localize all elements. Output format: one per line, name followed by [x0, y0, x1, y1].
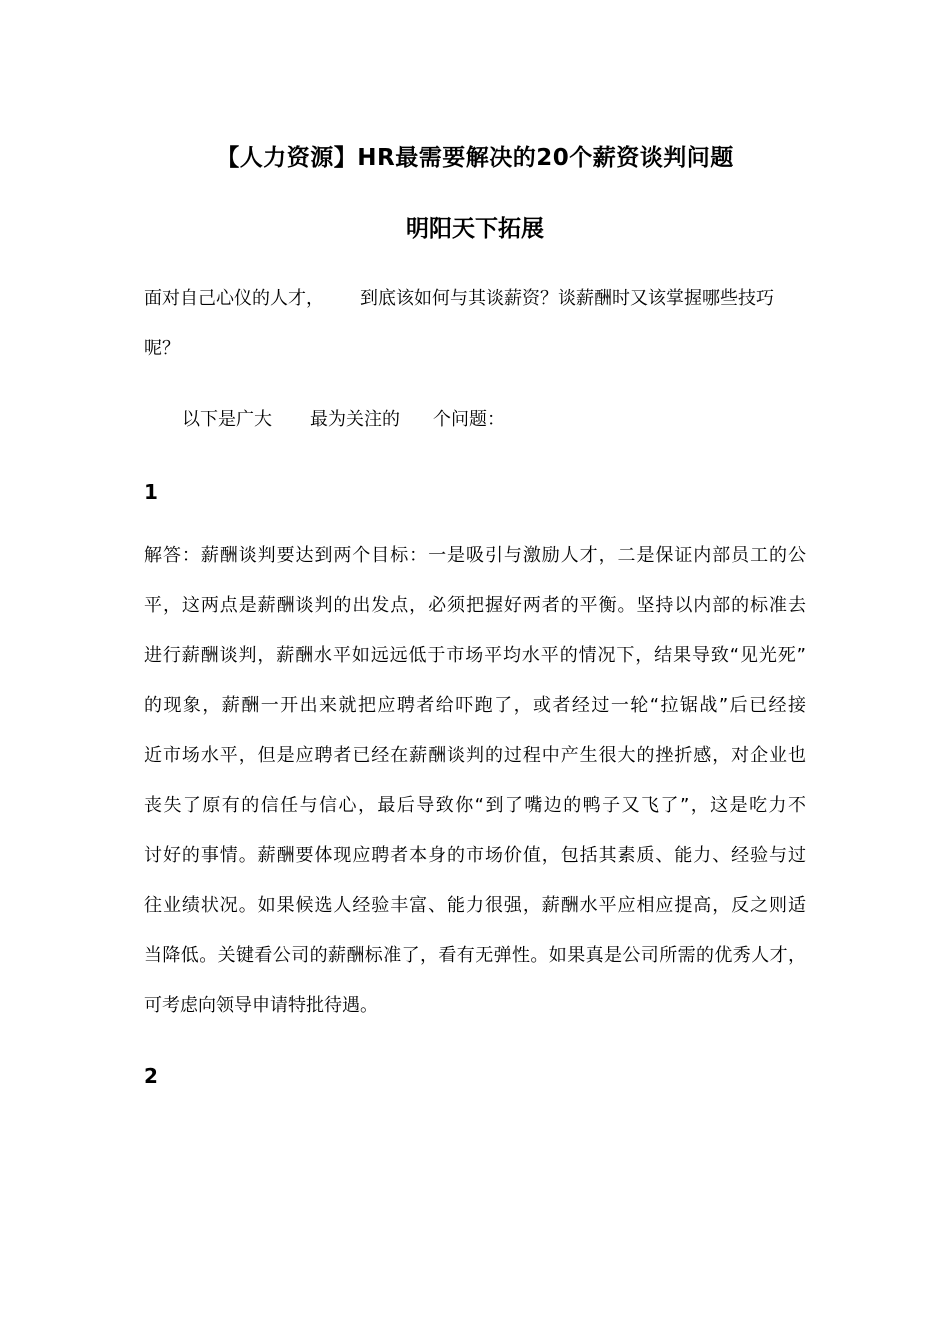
- paragraph-line: 解答：薪酬谈判要达到两个目标：一是吸引与激励人才，二是保证内部员工的公: [144, 545, 806, 566]
- intro-line-2: 呢？: [144, 338, 180, 359]
- paragraph-line: 近市场水平，但是应聘者已经在薪酬谈判的过程中产生很大的挫折感，对企业也: [144, 745, 806, 766]
- lead-text-part1: 以下是广大: [182, 409, 272, 430]
- paragraph-line: 进行薪酬谈判，薪酬水平如远远低于市场平均水平的情况下，结果导致“见光死”: [144, 645, 806, 666]
- document-title: 【人力资源】HR最需要解决的20个薪资谈判问题: [216, 145, 734, 171]
- paragraph-line: 可考虑向领导申请特批待遇。: [144, 995, 378, 1016]
- intro-text-part1: 面对自己心仪的人才，: [144, 288, 324, 309]
- intro-text-part2: 到底该如何与其谈薪资？谈薪酬时又该掌握哪些技巧: [360, 288, 774, 309]
- section-1-number: 1: [144, 480, 158, 504]
- paragraph-line: 丧失了原有的信任与信心，最后导致你“到了嘴边的鸭子又飞了”，这是吃力不: [144, 795, 806, 816]
- intro-line-1: [144, 287, 774, 311]
- paragraph-line: 的现象，薪酬一开出来就把应聘者给吓跑了，或者经过一轮“拉锯战”后已经接: [144, 695, 806, 716]
- lead-line: [182, 408, 505, 432]
- document-subtitle: 明阳天下拓展: [406, 216, 544, 242]
- paragraph-line: 往业绩状况。如果候选人经验丰富、能力很强，薪酬水平应相应提高，反之则适: [144, 895, 806, 916]
- paragraph-line: 讨好的事情。薪酬要体现应聘者本身的市场价值，包括其素质、能力、经验与过: [144, 845, 806, 866]
- section-2-number: 2: [144, 1064, 158, 1088]
- paragraph-line: 平，这两点是薪酬谈判的出发点，必须把握好两者的平衡。坚持以内部的标准去: [144, 595, 806, 616]
- lead-text-part3: 个问题：: [433, 409, 505, 430]
- lead-text-part2: 最为关注的: [310, 409, 400, 430]
- paragraph-line: 当降低。关键看公司的薪酬标准了，看有无弹性。如果真是公司所需的优秀人才，: [144, 945, 806, 966]
